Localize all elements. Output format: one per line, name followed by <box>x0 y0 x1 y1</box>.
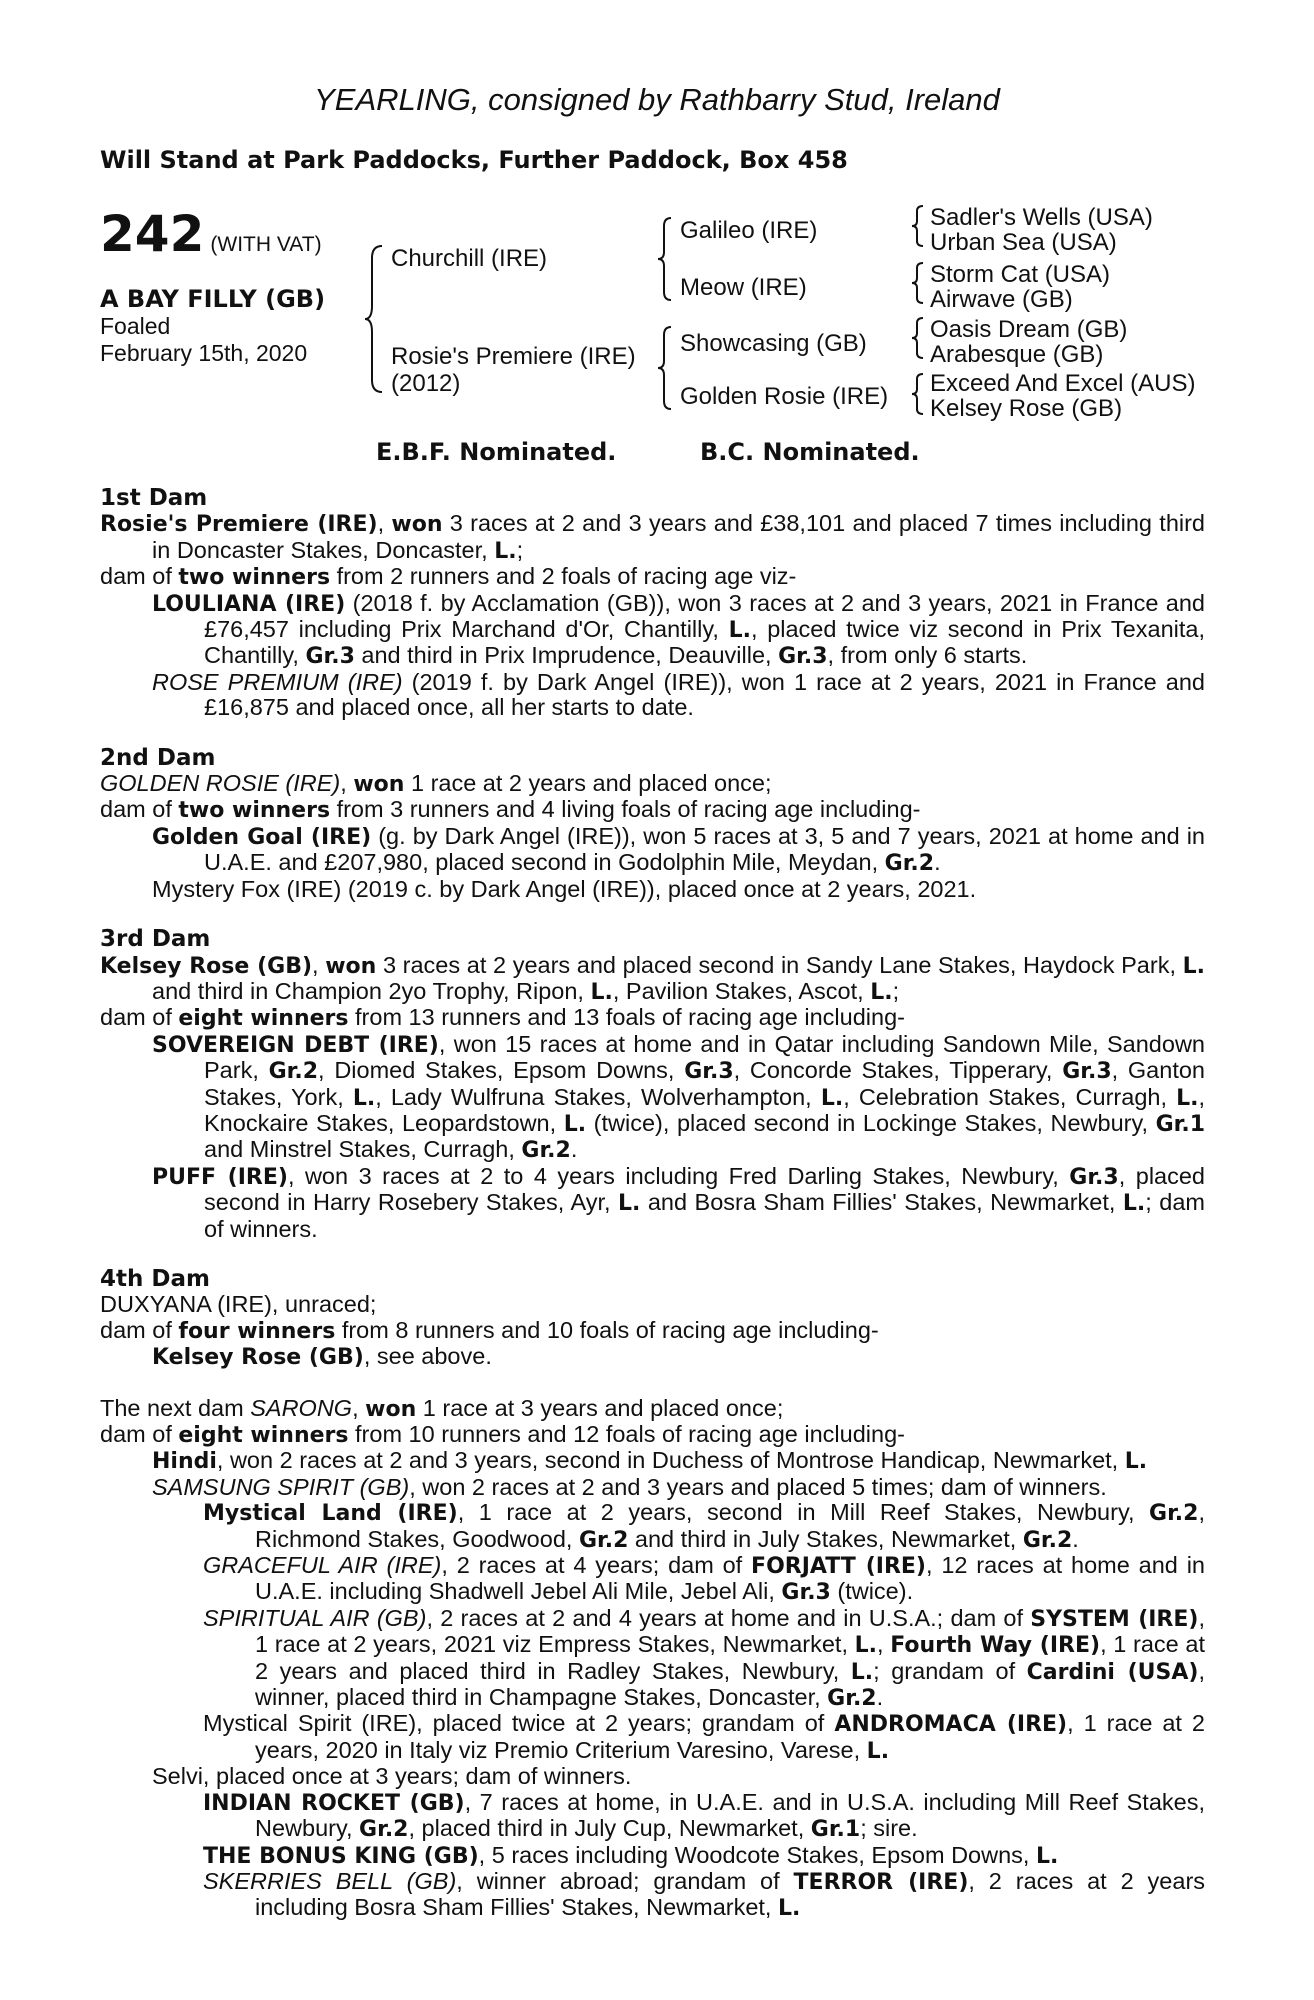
section-heading: 3rd Dam <box>100 926 211 953</box>
pedigree-sire-dam: Meow (IRE) <box>680 274 807 301</box>
produce-entry: THE BONUS KING (GB), 5 races including Woodcote Stakes, Epsom Downs, L. <box>203 1841 1059 1869</box>
produce-entry: Golden Goal (IRE) (g. by Dark Angel (IRE)), won 5 races at 3, 5 and 7 years, 2021 at home and in U.A.E. and £207,980, placed second in Godolphin Mile, Meydan, Gr.2. <box>152 822 1206 877</box>
pedigree-dsd: Arabesque (GB) <box>930 341 1104 368</box>
pedigree-dam-dam: Golden Rosie (IRE) <box>680 383 889 410</box>
horse-name: A BAY FILLY (GB) <box>100 285 326 313</box>
lot-number-block <box>100 205 322 263</box>
pedigree-sss: Sadler's Wells (USA) <box>930 204 1153 231</box>
pedigree-brace-ss <box>911 204 925 248</box>
horse-info <box>100 286 325 367</box>
pedigree-ddd: Kelsey Rose (GB) <box>930 395 1123 422</box>
bc-nomination: B.C. Nominated. <box>700 438 920 466</box>
foaled-date: February 15th, 2020 <box>100 340 308 366</box>
produce-entry: PUFF (IRE), won 3 races at 2 to 4 years including Fred Darling Stakes, Newbury, Gr.3, placed second in Harry Rosebery Stakes, Ayr, L. and Bosra Sham Fillies' Stakes, Newmarket, L.; dam of winners. <box>152 1162 1205 1242</box>
pedigree-brace-main <box>364 244 384 394</box>
stand-location: Will Stand at Park Paddocks, Further Paddock, Box 458 <box>100 146 848 174</box>
produce-entry: LOULIANA (IRE) (2018 f. by Acclamation (GB)), won 3 races at 2 and 3 years, 2021 in France and £76,457 including Prix Marchand d'Or, Chantilly, L., placed twice viz second in Prix Texanita, Chantilly, Gr.3 and third in Prix Imprudence, Deauville, Gr.3, from only 6 starts. <box>152 589 1205 670</box>
produce-entry: SKERRIES BELL (GB), winner abroad; grandam of TERROR (IRE), 2 races at 2 years including Bosra Sham Fillies' Stakes, Newmarket, L. <box>203 1867 1206 1922</box>
pedigree-dss: Oasis Dream (GB) <box>930 316 1128 343</box>
pedigree-brace-sd <box>911 261 925 305</box>
pedigree-brace-sire <box>657 216 673 302</box>
produce-entry: Kelsey Rose (GB), see above. <box>152 1343 492 1371</box>
dam1-produce-summary: dam of two winners from 2 runners and 2 foals of racing age viz- <box>100 563 797 591</box>
pedigree-sds: Storm Cat (USA) <box>930 261 1111 288</box>
ebf-nomination: E.B.F. Nominated. <box>376 438 617 466</box>
dam2-paragraph: GOLDEN ROSIE (IRE), won 1 race at 2 years and placed once; <box>100 770 772 798</box>
produce-entry: SPIRITUAL AIR (GB), 2 races at 2 and 4 years at home and in U.S.A.; dam of SYSTEM (IRE), 1 race at 2 years, 2021 viz Empress Stakes, Newmarket, L., Fourth Way (IRE), 1 race at 2 years and placed third in Radley Stakes, Newbury, L.; grandam of Cardini (USA), winner, placed third in Champagne Stakes, Doncaster, Gr.2. <box>203 1604 1206 1712</box>
next-dam-produce-summary: dam of eight winners from 10 runners and 12 foals of racing age including- <box>100 1421 905 1448</box>
pedigree-brace-dam <box>657 325 673 411</box>
pedigree-dam-year: (2012) <box>391 370 461 397</box>
produce-entry: SOVEREIGN DEBT (IRE), won 15 races at home and in Qatar including Sandown Mile, Sandown Park, Gr.2, Diomed Stakes, Epsom Downs, Gr.3, Concorde Stakes, Tipperary, Gr.3, Ganton Stakes, York, L., Lady Wulfruna Stakes, Wolverhampton, L., Celebration Stakes, Curragh, L., Knockaire Stakes, Leopardstown, L. (twice), placed second in Lockinge Stakes, Newbury, Gr.1 and Minstrel Stakes, Curragh, Gr.2. <box>152 1030 1205 1164</box>
pedigree-sdd: Airwave (GB) <box>930 286 1073 313</box>
dam3-paragraph: Kelsey Rose (GB), won 3 races at 2 years and placed second in Sandy Lane Stakes, Haydock Park, L. and third in Champion 2yo Trophy, Ripon, L., Pavilion Stakes, Ascot, L.; <box>100 951 1205 1005</box>
produce-entry: Hindi, won 2 races at 2 and 3 years, second in Duchess of Montrose Handicap, Newmarket, L. <box>152 1447 1148 1475</box>
produce-entry: Mystical Spirit (IRE), placed twice at 2 years; grandam of ANDROMACA (IRE), 1 race at 2 years, 2020 in Italy viz Premio Criterium Varesino, Varese, L. <box>203 1710 1206 1764</box>
lot-number: 242 <box>100 205 205 263</box>
dam3-produce-summary: dam of eight winners from 13 runners and 13 foals of racing age including- <box>100 1004 905 1032</box>
section-heading: 4th Dam <box>100 1265 210 1292</box>
produce-entry: SAMSUNG SPIRIT (GB), won 2 races at 2 and 3 years and placed 5 times; dam of winners. <box>152 1473 1107 1500</box>
pedigree-sire: Churchill (IRE) <box>391 245 548 272</box>
dam2-produce-summary: dam of two winners from 3 runners and 4 living foals of racing age including- <box>100 796 921 824</box>
produce-entry: INDIAN ROCKET (GB), 7 races at home, in U.A.E. and in U.S.A. including Mill Reef Stakes, Newbury, Gr.2, placed third in July Cup, Newmarket, Gr.1; sire. <box>203 1788 1206 1843</box>
produce-entry: Mystery Fox (IRE) (2019 c. by Dark Angel (IRE)), placed once at 2 years, 2021. <box>152 875 977 902</box>
next-dam-paragraph: The next dam SARONG, won 1 race at 3 years and placed once; <box>100 1394 784 1422</box>
dam4-paragraph: DUXYANA (IRE), unraced; <box>100 1291 377 1318</box>
dam4-produce-summary: dam of four winners from 8 runners and 10 foals of racing age including- <box>100 1316 879 1344</box>
pedigree-dam-sire: Showcasing (GB) <box>680 330 867 357</box>
produce-entry: Selvi, placed once at 3 years; dam of winners. <box>152 1763 632 1790</box>
pedigree-ssd: Urban Sea (USA) <box>930 229 1117 256</box>
pedigree-dds: Exceed And Excel (AUS) <box>930 370 1196 397</box>
produce-entry: GRACEFUL AIR (IRE), 2 races at 4 years; dam of FORJATT (IRE), 12 races at home and in U.A.E. including Shadwell Jebel Ali Mile, Jebel Ali, Gr.3 (twice). <box>203 1552 1205 1606</box>
produce-entry: ROSE PREMIUM (IRE) (2019 f. by Dark Angel (IRE)), won 1 race at 2 years, 2021 in France and £16,875 and placed once, all her starts to date. <box>152 668 1205 721</box>
pedigree-brace-ds <box>911 316 925 360</box>
section-heading: 1st Dam <box>100 485 208 511</box>
section-heading: 2nd Dam <box>100 744 216 771</box>
produce-entry: Mystical Land (IRE), 1 race at 2 years, second in Mill Reef Stakes, Newbury, Gr.2, Richmond Stakes, Goodwood, Gr.2 and third in July Stakes, Newmarket, Gr.2. <box>203 1499 1205 1553</box>
dam1-paragraph: Rosie's Premiere (IRE), won 3 races at 2 and 3 years and £38,101 and placed 7 times including third in Doncaster Stakes, Doncaster, L.; <box>100 510 1206 564</box>
page-header: YEARLING, consigned by Rathbarry Stud, Ireland <box>314 82 1000 117</box>
vat-label: (WITH VAT) <box>210 233 322 256</box>
foaled-label: Foaled <box>100 313 171 339</box>
pedigree-sire-sire: Galileo (IRE) <box>680 217 818 244</box>
catalogue-body <box>100 486 1205 1922</box>
pedigree-brace-dd <box>911 372 925 416</box>
pedigree-dam: Rosie's Premiere (IRE) <box>391 343 636 370</box>
